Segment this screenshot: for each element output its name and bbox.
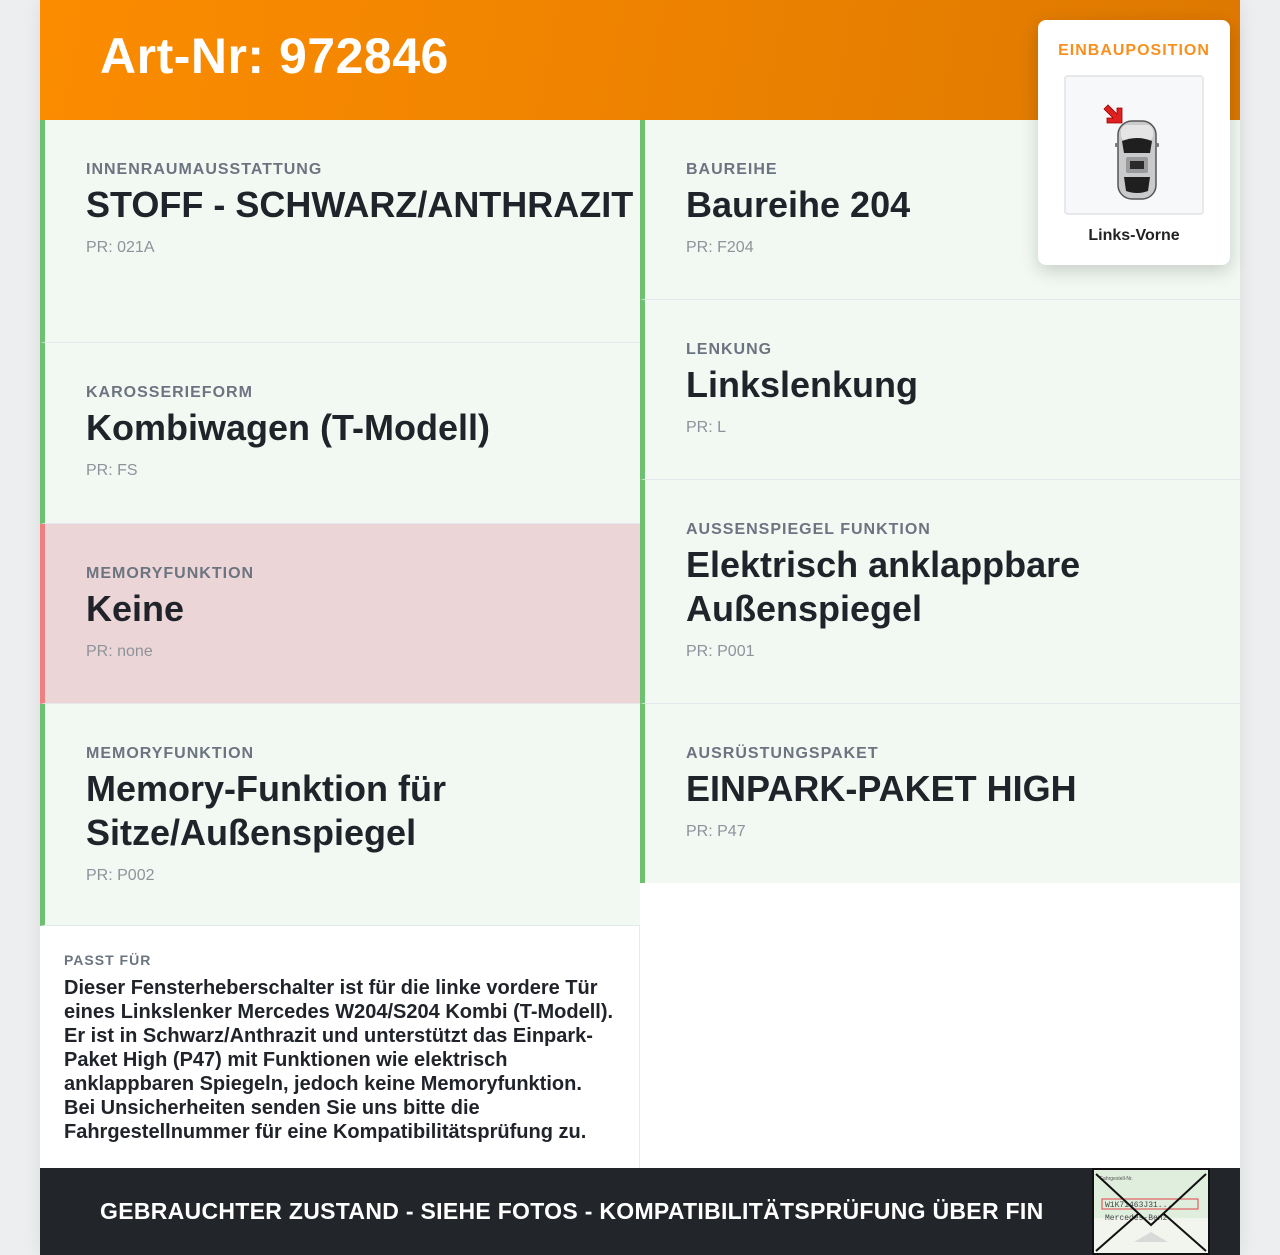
spec-value: Memory-Funktion für Sitze/Außenspiegel xyxy=(86,768,446,853)
spec-label: AUSSENSPIEGEL FUNKTION xyxy=(686,521,931,538)
svg-text:W1K71463J31...: W1K71463J31... xyxy=(1105,1201,1173,1210)
spec-pr-code: PR: F204 xyxy=(686,239,754,256)
spec-cell-steering xyxy=(640,300,1240,480)
car-top-view-icon xyxy=(1066,77,1202,213)
svg-text:Fahrgestell-Nr.: Fahrgestell-Nr. xyxy=(1100,1176,1133,1182)
spec-value: Baureihe 204 xyxy=(686,184,911,225)
spec-label: BAUREIHE xyxy=(686,161,778,178)
spec-pr-code: PR: L xyxy=(686,419,727,436)
fits-section xyxy=(40,926,640,1168)
footer-condition-text: GEBRAUCHTER ZUSTAND - SIEHE FOTOS - KOMPATIBILITÄTSPRÜFUNG ÜBER FIN xyxy=(100,1198,1044,1224)
spec-pr-code: PR: P001 xyxy=(686,643,755,660)
fits-label: PASST FÜR xyxy=(64,952,152,968)
product-sheet xyxy=(40,0,1240,1255)
article-number-title: Art-Nr: 972846 xyxy=(100,28,449,84)
svg-text:Mercedes-Benz: Mercedes-Benz xyxy=(1105,1214,1168,1223)
spec-value: Keine xyxy=(86,588,185,629)
spec-cell-mirror-function xyxy=(640,480,1240,704)
spec-cell-memory-none xyxy=(40,524,640,704)
spec-value: EINPARK-PAKET HIGH xyxy=(686,768,1077,809)
installation-position-value: Links-Vorne xyxy=(1088,227,1180,244)
spec-label: MEMORYFUNKTION xyxy=(86,565,255,582)
installation-position-label: EINBAUPOSITION xyxy=(1058,42,1210,59)
spec-label: INNENRAUMAUSSTATTUNG xyxy=(86,161,323,178)
fin-document-thumbnail xyxy=(1092,1168,1210,1255)
spec-label: KAROSSERIEFORM xyxy=(86,384,253,401)
envelope-icon xyxy=(1094,1170,1208,1253)
spec-pr-code: PR: P002 xyxy=(86,867,155,884)
spec-value: Kombiwagen (T-Modell) xyxy=(86,407,490,448)
arrow-front-left-icon xyxy=(1104,105,1122,123)
spec-pr-code: PR: FS xyxy=(86,462,138,479)
car-position-image xyxy=(1064,75,1204,215)
spec-cell-equipment-package xyxy=(640,704,1240,883)
spec-value: Elektrisch anklappbare Außenspiegel xyxy=(686,544,1081,629)
spec-value: STOFF - SCHWARZ/ANTHRAZIT xyxy=(86,184,634,225)
spec-column-left xyxy=(40,120,640,926)
installation-position-card xyxy=(1038,20,1230,265)
spec-cell-memory-function xyxy=(40,704,640,926)
spec-value: Linkslenkung xyxy=(686,364,919,405)
spec-label: LENKUNG xyxy=(686,341,773,358)
spec-label: MEMORYFUNKTION xyxy=(86,745,255,762)
footer-bar xyxy=(40,1168,1240,1255)
spec-pr-code: PR: none xyxy=(86,643,153,660)
spec-pr-code: PR: P47 xyxy=(686,823,746,840)
spec-label: AUSRÜSTUNGSPAKET xyxy=(686,745,879,762)
spec-cell-interior xyxy=(40,120,640,343)
spec-pr-code: PR: 021A xyxy=(86,239,155,256)
spec-cell-body-style xyxy=(40,343,640,524)
fits-description: Dieser Fensterheberschalter ist für die linke vordere Tür eines Linkslenker Mercedes W204/S204 Kombi (T-Modell). Er ist in Schwarz/Anthrazit und unterstützt das Einpark-Paket High (P47) mit Funktionen wie elektrisch anklappbaren Spiegeln, jedoch keine Memoryfunktion. Bei Unsicherheiten senden Sie uns bitte die Fahrgestellnummer für eine Kompatibilitätsprüfung zu. xyxy=(64,977,614,1143)
